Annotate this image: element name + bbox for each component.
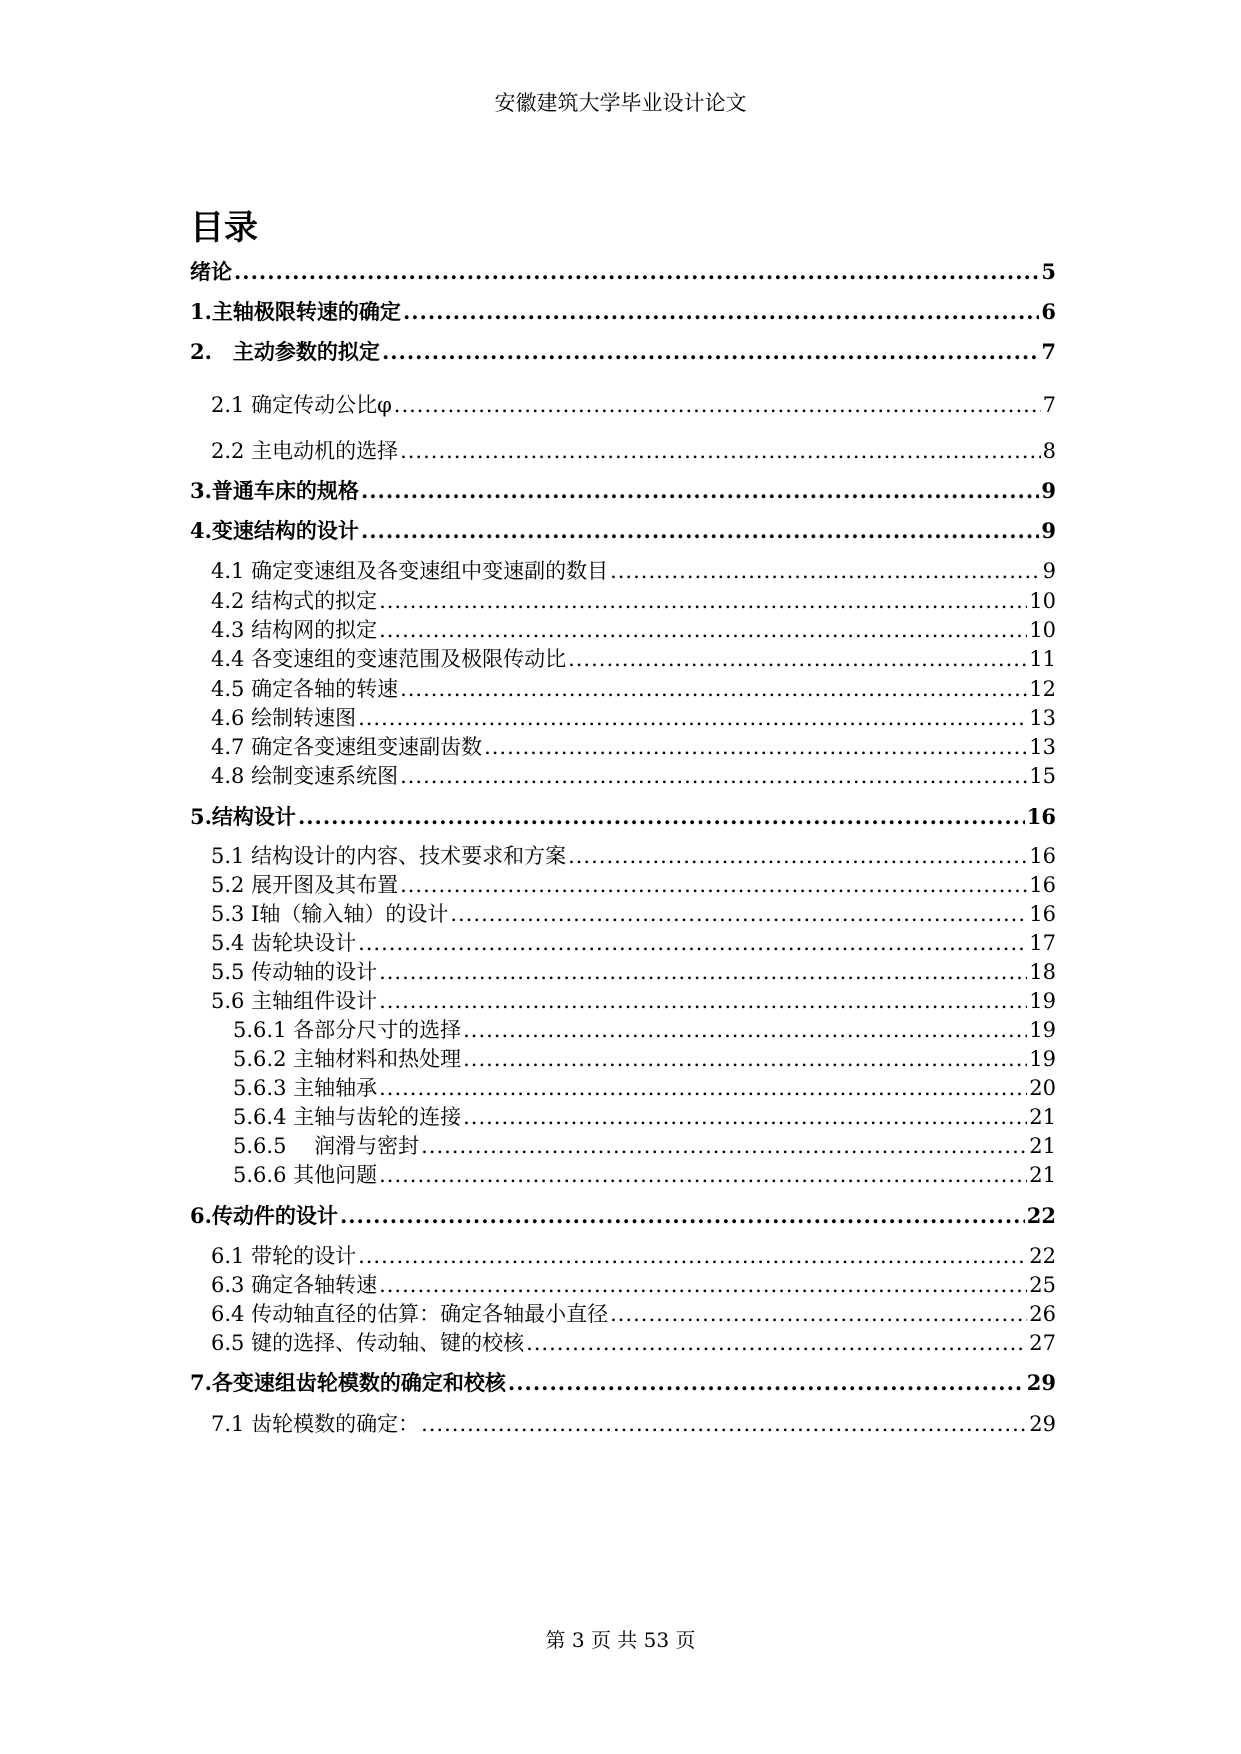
toc-entry-label: 5.6.6 其他问题 [233, 1163, 378, 1187]
toc-leader-dots [379, 957, 1027, 987]
toc-entry-label: 5.6.2 主轴材料和热处理 [233, 1047, 462, 1071]
toc-title: 目录 [190, 208, 258, 248]
toc-entry-page-number: 9 [1041, 478, 1056, 503]
toc-entry-page-number: 19 [1029, 989, 1056, 1013]
toc-entry[interactable] [233, 1073, 1056, 1103]
toc-entry-label: 6.1 带轮的设计 [211, 1244, 357, 1268]
toc-entry-label: 5.1 结构设计的内容、技术要求和方案 [211, 844, 567, 868]
toc-entry-page-number: 6 [1041, 299, 1056, 324]
toc-leader-dots [382, 337, 1039, 367]
toc-leader-dots [568, 644, 1027, 674]
toc-leader-dots [358, 928, 1027, 958]
toc-entry-label: 2.2 主电动机的选择 [211, 439, 399, 463]
toc-entry-page-number: 13 [1029, 706, 1056, 730]
toc-leader-dots [234, 257, 1039, 287]
toc-leader-dots [379, 586, 1027, 616]
toc-entry[interactable] [211, 928, 1056, 958]
toc-entry-page-number: 11 [1029, 647, 1056, 671]
toc-entry-label: 5.5 传动轴的设计 [211, 960, 378, 984]
toc-entry-label: 5.2 展开图及其布置 [211, 873, 399, 897]
toc-leader-dots [568, 841, 1027, 871]
toc-entry-label: 6.传动件的设计 [190, 1203, 338, 1228]
toc-entry[interactable] [190, 1368, 1056, 1398]
toc-leader-dots [421, 1409, 1027, 1439]
toc-leader-dots [421, 1131, 1027, 1161]
toc-entry-page-number: 18 [1029, 960, 1056, 984]
toc-entry[interactable] [233, 1102, 1056, 1132]
toc-entry-page-number: 17 [1029, 931, 1056, 955]
toc-leader-dots [610, 1299, 1027, 1329]
toc-entry-page-number: 29 [1026, 1370, 1056, 1395]
toc-entry-page-number: 19 [1029, 1047, 1056, 1071]
toc-leader-dots [484, 732, 1027, 762]
page-footer: 第 3 页 共 53 页 [545, 1628, 696, 1652]
toc-leader-dots [463, 1102, 1027, 1132]
toc-leader-dots [379, 1073, 1027, 1103]
toc-leader-dots [379, 1270, 1027, 1300]
toc-entry-page-number: 16 [1029, 844, 1056, 868]
toc-entry[interactable] [211, 436, 1056, 466]
toc-entry[interactable] [233, 1015, 1056, 1045]
toc-entry-label: 4.2 结构式的拟定 [211, 589, 378, 613]
toc-entry-label: 5.6.3 主轴轴承 [233, 1076, 378, 1100]
toc-entry[interactable] [190, 257, 1056, 287]
toc-entry[interactable] [211, 390, 1056, 420]
toc-entry-label: 2.1 确定传动公比φ [211, 393, 392, 417]
toc-entry-label: 7.各变速组齿轮模数的确定和校核 [190, 1370, 506, 1395]
toc-leader-dots [358, 1241, 1027, 1271]
toc-leader-dots [508, 1368, 1025, 1398]
toc-entry-page-number: 7 [1042, 393, 1056, 417]
toc-leader-dots [400, 870, 1027, 900]
toc-entry-page-number: 21 [1029, 1105, 1056, 1129]
toc-leader-dots [400, 674, 1027, 704]
toc-entry[interactable] [211, 1270, 1056, 1300]
toc-leader-dots [379, 986, 1027, 1016]
toc-entry-page-number: 21 [1029, 1134, 1056, 1158]
toc-entry-page-number: 7 [1041, 339, 1056, 364]
toc-entry-page-number: 16 [1029, 902, 1056, 926]
toc-leader-dots [361, 476, 1039, 506]
toc-entry[interactable] [190, 297, 1056, 327]
toc-entry-label: 5.6.5 润滑与密封 [233, 1134, 420, 1158]
toc-entry-label: 1.主轴极限转速的确定 [190, 299, 401, 324]
toc-entry-label: 5.6 主轴组件设计 [211, 989, 378, 1013]
toc-entry-label: 6.3 确定各轴转速 [211, 1273, 378, 1297]
toc-leader-dots [379, 1160, 1027, 1190]
toc-entry-label: 6.5 键的选择、传动轴、键的校核 [211, 1331, 525, 1355]
toc-leader-dots [298, 802, 1025, 832]
toc-leader-dots [379, 615, 1027, 645]
toc-entry-page-number: 13 [1029, 735, 1056, 759]
toc-entry-label: 4.变速结构的设计 [190, 518, 359, 543]
toc-entry-page-number: 26 [1029, 1302, 1056, 1326]
toc-entry-label: 7.1 齿轮模数的确定： [211, 1412, 420, 1436]
toc-entry-page-number: 10 [1029, 589, 1056, 613]
toc-leader-dots [394, 390, 1041, 420]
toc-entry-label: 4.4 各变速组的变速范围及极限传动比 [211, 647, 567, 671]
toc-entry-label: 4.1 确定变速组及各变速组中变速副的数目 [211, 559, 609, 583]
toc-entry-page-number: 9 [1041, 518, 1056, 543]
toc-entry-label: 4.7 确定各变速组变速副齿数 [211, 735, 483, 759]
toc-entry[interactable] [211, 674, 1056, 704]
toc-entry[interactable] [211, 586, 1056, 616]
toc-leader-dots [463, 1044, 1027, 1074]
toc-entry[interactable] [211, 732, 1056, 762]
toc-leader-dots [610, 556, 1041, 586]
toc-leader-dots [361, 516, 1039, 546]
toc-leader-dots [463, 1015, 1027, 1045]
toc-entry-page-number: 5 [1041, 259, 1056, 284]
toc-entry-page-number: 15 [1029, 764, 1056, 788]
toc-entry[interactable] [190, 802, 1056, 832]
toc-entry[interactable] [211, 1328, 1056, 1358]
toc-entry-label: 5.3 Ⅰ轴（输入轴）的设计 [211, 902, 449, 926]
toc-entry-label: 绪论 [190, 259, 232, 284]
toc-entry-page-number: 12 [1029, 677, 1056, 701]
toc-entry-label: 4.5 确定各轴的转速 [211, 677, 399, 701]
toc-entry-label: 3.普通车床的规格 [190, 478, 359, 503]
toc-entry[interactable] [211, 899, 1056, 929]
toc-entry[interactable] [211, 556, 1056, 586]
toc-entry-page-number: 22 [1029, 1244, 1056, 1268]
toc-entry-label: 5.结构设计 [190, 804, 296, 829]
toc-entry-page-number: 20 [1029, 1076, 1056, 1100]
toc-entry-page-number: 22 [1026, 1203, 1056, 1228]
toc-entry[interactable] [233, 1131, 1056, 1161]
toc-entry-page-number: 27 [1029, 1331, 1056, 1355]
toc-entry-page-number: 19 [1029, 1018, 1056, 1042]
toc-entry[interactable] [233, 1044, 1056, 1074]
toc-entry[interactable] [211, 1299, 1056, 1329]
toc-entry[interactable] [211, 1241, 1056, 1271]
toc-entry[interactable] [190, 337, 1056, 367]
toc-leader-dots [400, 761, 1027, 791]
toc-entry-label: 6.4 传动轴直径的估算：确定各轴最小直径 [211, 1302, 609, 1326]
toc-entry[interactable] [211, 841, 1056, 871]
toc-leader-dots [340, 1201, 1025, 1231]
toc-leader-dots [403, 297, 1039, 327]
toc-entry[interactable] [211, 761, 1056, 791]
toc-entry-page-number: 8 [1042, 439, 1056, 463]
toc-entry[interactable] [211, 1409, 1056, 1439]
toc-entry-page-number: 10 [1029, 618, 1056, 642]
toc-entry[interactable] [211, 957, 1056, 987]
toc-entry[interactable] [211, 644, 1056, 674]
toc-entry-label: 2. 主动参数的拟定 [190, 339, 380, 364]
toc-entry[interactable] [190, 1201, 1056, 1231]
toc-entry-label: 4.8 绘制变速系统图 [211, 764, 399, 788]
toc-entry-page-number: 21 [1029, 1163, 1056, 1187]
toc-entry-label: 5.4 齿轮块设计 [211, 931, 357, 955]
toc-entry-label: 4.3 结构网的拟定 [211, 618, 378, 642]
toc-entry-label: 4.6 绘制转速图 [211, 706, 357, 730]
toc-entry[interactable] [211, 870, 1056, 900]
toc-entry[interactable] [190, 516, 1056, 546]
toc-entry-page-number: 16 [1026, 804, 1056, 829]
toc-entry[interactable] [211, 703, 1056, 733]
toc-entry[interactable] [190, 476, 1056, 506]
toc-entry-page-number: 16 [1029, 873, 1056, 897]
toc-leader-dots [450, 899, 1027, 929]
toc-entry-page-number: 9 [1042, 559, 1056, 583]
toc-entry-label: 5.6.4 主轴与齿轮的连接 [233, 1105, 462, 1129]
running-header: 安徽建筑大学毕业设计论文 [494, 91, 747, 115]
toc-leader-dots [358, 703, 1027, 733]
toc-entry-label: 5.6.1 各部分尺寸的选择 [233, 1018, 462, 1042]
toc-entry[interactable] [211, 986, 1056, 1016]
toc-leader-dots [526, 1328, 1027, 1358]
toc-leader-dots [400, 436, 1041, 466]
toc-entry-page-number: 25 [1029, 1273, 1056, 1297]
toc-entry[interactable] [233, 1160, 1056, 1190]
toc-entry[interactable] [211, 615, 1056, 645]
toc-entry-page-number: 29 [1029, 1412, 1056, 1436]
